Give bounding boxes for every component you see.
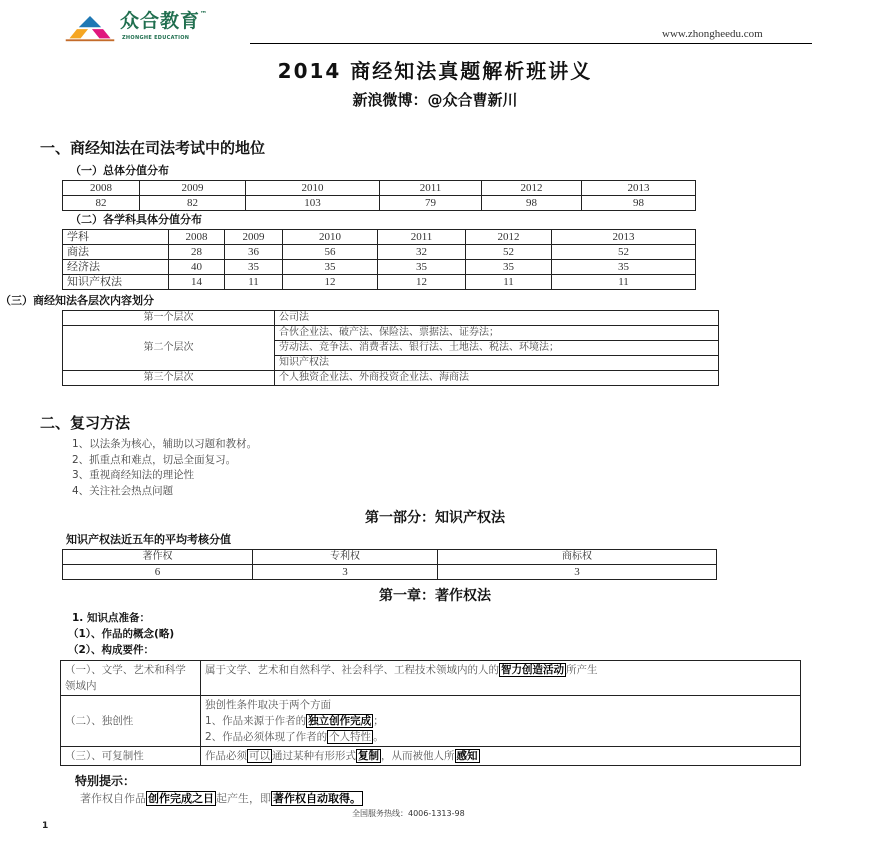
score-cell: 11 [466, 275, 552, 290]
score-cell: 79 [380, 196, 482, 211]
score-cell: 35 [552, 260, 696, 275]
sub2-heading: （二）各学科具体分值分布 [70, 213, 202, 226]
table-row [63, 326, 719, 341]
table-row [63, 565, 717, 580]
level-content: 个人独资企业法、外商投资企业法、海商法 [275, 371, 719, 386]
score-cell: 82 [63, 196, 140, 211]
score-cell: 12 [378, 275, 466, 290]
score-cell: 3 [438, 565, 717, 580]
text-span: 。 [373, 731, 384, 743]
score-cell: 11 [225, 275, 283, 290]
elements-line: （2）、构成要件： [68, 644, 155, 656]
header-rule [250, 43, 812, 44]
trademark-mark: ™ [200, 10, 209, 18]
text-span: 通过某种有形形式 [272, 750, 356, 762]
text-span: 著作权自作品 [80, 792, 146, 805]
highlight-box: 个人特性 [329, 731, 372, 743]
table-row [63, 550, 717, 565]
highlight-box: 感知 [456, 750, 478, 762]
document-title: 2014 商经知法真题解析班讲义 [277, 59, 593, 83]
text-span: 2、作品必须体现了作者的 [205, 731, 328, 743]
year-cell: 2012 [482, 181, 582, 196]
list-item: 2、抓重点和难点，切忌全面复习。 [72, 453, 237, 466]
review-method-list [72, 437, 257, 499]
text-span: ，从而被他人所 [381, 750, 455, 762]
header-cell: 商标权 [438, 550, 717, 565]
subject-cell: 商法 [63, 245, 169, 260]
chapter1-heading: 第一章：著作权法 [379, 588, 491, 604]
text-span: 作品必须 [205, 750, 247, 762]
table-row [63, 196, 696, 211]
requirement-content [201, 661, 801, 696]
section1-heading: 一、商经知法在司法考试中的地位 [40, 139, 266, 157]
score-cell: 40 [169, 260, 225, 275]
requirement-content [201, 696, 801, 747]
text-line [205, 713, 796, 729]
header-cell: 2010 [283, 230, 378, 245]
logo-wordmark: 众合教育 [120, 10, 201, 32]
level-label: 第三个层次 [63, 371, 275, 386]
list-item: 1、以法条为核心，辅助以习题和教材。 [72, 438, 258, 450]
score-cell: 35 [466, 260, 552, 275]
header-cell: 著作权 [63, 550, 253, 565]
level-content: 知识产权法 [275, 356, 719, 371]
sub3-heading: （三）商经知法各层次内容划分 [0, 294, 154, 307]
year-cell: 2009 [140, 181, 246, 196]
page-number: 1 [42, 821, 49, 831]
section2-heading: 二、复习方法 [40, 414, 131, 432]
score-cell: 52 [552, 245, 696, 260]
tip-text [80, 791, 363, 807]
logo-text [120, 10, 208, 32]
text-line [205, 729, 796, 745]
header-cell: 专利权 [253, 550, 438, 565]
subject-cell: 知识产权法 [63, 275, 169, 290]
header-cell: 2012 [466, 230, 552, 245]
highlight-box: 智力创造活动 [501, 664, 564, 676]
level-content: 劳动法、竞争法、消费者法、银行法、土地法、税法、环境法； [275, 341, 719, 356]
score-cell: 35 [225, 260, 283, 275]
year-cell: 2013 [582, 181, 696, 196]
header-cell: 2008 [169, 230, 225, 245]
text-span: 1、作品来源于作者的 [205, 715, 307, 727]
score-cell: 103 [246, 196, 380, 211]
score-cell: 52 [466, 245, 552, 260]
level-label: 第二个层次 [63, 326, 275, 371]
list-item: 4、关注社会热点问题 [72, 484, 174, 497]
score-cell: 32 [378, 245, 466, 260]
requirement-label: （一）、文学、艺术和科学领域内 [61, 661, 201, 696]
table-header-row [63, 230, 696, 245]
part1-table-title: 知识产权法近五年的平均考核分值 [66, 533, 231, 546]
score-cell: 11 [552, 275, 696, 290]
document-subtitle: 新浪微博：@众合曹新川 [352, 91, 518, 109]
score-cell: 36 [225, 245, 283, 260]
requirement-content [201, 747, 801, 766]
subject-score-table [62, 229, 696, 290]
year-cell: 2008 [63, 181, 140, 196]
table-row [63, 371, 719, 386]
text-span: ； [373, 715, 384, 727]
header-cell: 2011 [378, 230, 466, 245]
level-content: 公司法 [275, 311, 719, 326]
requirement-label: （三）、可复制性 [61, 747, 201, 766]
subject-cell: 经济法 [63, 260, 169, 275]
table-row [61, 661, 801, 696]
text-span: 起产生，即 [216, 792, 271, 805]
sub1-heading: （一）总体分值分布 [70, 164, 169, 177]
score-cell: 14 [169, 275, 225, 290]
level-table [62, 310, 719, 386]
knowledge-point: 1. 知识点准备： [72, 612, 150, 624]
score-cell: 98 [582, 196, 696, 211]
table-row [63, 260, 696, 275]
level-label: 第一个层次 [63, 311, 275, 326]
score-cell: 6 [63, 565, 253, 580]
table-row [63, 245, 696, 260]
table-row [61, 747, 801, 766]
highlight-box: 著作权自动取得。 [273, 792, 361, 805]
part1-heading: 第一部分：知识产权法 [365, 510, 505, 526]
logo-subtitle: ZHONGHE EDUCATION [122, 35, 190, 41]
total-score-table [62, 180, 696, 211]
table-row [61, 696, 801, 747]
service-hotline: 全国服务热线：4006-1313-98 [352, 809, 465, 818]
level-content: 合伙企业法、破产法、保险法、票据法、证券法； [275, 326, 719, 341]
text-span: 属于文学、艺术和自然科学、社会科学、工程技术领域内的人的 [205, 664, 499, 676]
score-cell: 35 [283, 260, 378, 275]
concept-line: （1）、作品的概念(略) [68, 628, 175, 640]
score-cell: 98 [482, 196, 582, 211]
table-row [63, 181, 696, 196]
requirements-table [60, 660, 801, 766]
score-cell: 28 [169, 245, 225, 260]
highlight-box: 复制 [358, 750, 379, 762]
score-cell: 3 [253, 565, 438, 580]
site-url[interactable]: www.zhongheedu.com [662, 28, 763, 40]
ip-score-table [62, 549, 717, 580]
requirement-label: （二）、独创性 [61, 696, 201, 747]
list-item: 3、重视商经知法的理论性 [72, 469, 195, 481]
tip-heading: 特别提示： [75, 774, 136, 788]
text-span: 所产生 [566, 664, 598, 676]
year-cell: 2011 [380, 181, 482, 196]
highlight-box: 独立创作完成 [308, 715, 372, 727]
text-line: 独创性条件取决于两个方面 [205, 699, 331, 711]
score-cell: 35 [378, 260, 466, 275]
score-cell: 12 [283, 275, 378, 290]
year-cell: 2010 [246, 181, 380, 196]
highlight-box: 可以 [249, 750, 270, 762]
highlight-box: 创作完成之日 [148, 792, 214, 805]
company-logo-icon [62, 14, 118, 46]
header-cell: 2009 [225, 230, 283, 245]
score-cell: 82 [140, 196, 246, 211]
table-row [63, 311, 719, 326]
header-cell: 学科 [63, 230, 169, 245]
score-cell: 56 [283, 245, 378, 260]
header-cell: 2013 [552, 230, 696, 245]
table-row [63, 275, 696, 290]
